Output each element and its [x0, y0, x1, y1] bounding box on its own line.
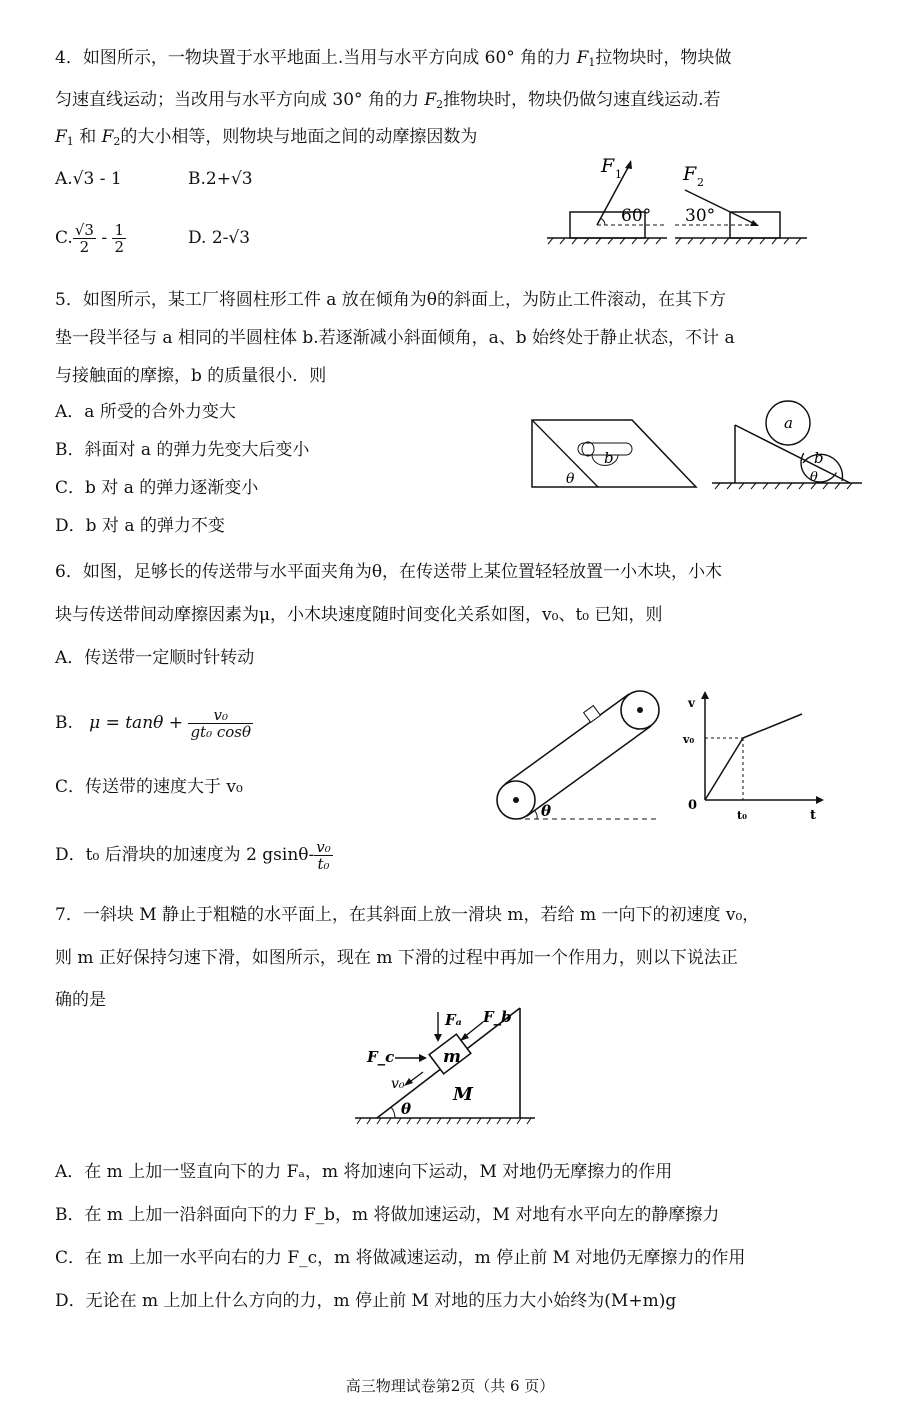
- q7-fig-M: M: [453, 1084, 473, 1105]
- q6-option-b-den: gt₀ cosθ: [190, 723, 252, 741]
- q6-line2: 块与传送带间动摩擦因素为μ，小木块速度随时间变化关系如图，v₀、t₀ 已知，则: [55, 605, 663, 625]
- q6-vt-graph: [680, 685, 830, 825]
- q4-option-a: A.√3 - 1: [55, 169, 122, 189]
- q5-fig-a: a: [784, 414, 793, 432]
- q7-option-a: A．在 m 上加一竖直向下的力 Fₐ，m 将加速向下运动，M 对地仍无摩擦力的作用: [55, 1162, 673, 1182]
- q5-fig-b: b: [814, 449, 824, 467]
- q4-line2: 匀速直线运动；当改用与水平方向成 30° 角的力 $F_2$推物块时，物块仍做匀速直线运动.若: [55, 90, 721, 111]
- q6-graph-zero-label: 0: [688, 798, 698, 813]
- q6-option-b: [55, 703, 253, 743]
- q7-fig-fb: F_b: [483, 1008, 512, 1026]
- q6-option-d-den: t₀: [317, 855, 330, 873]
- q6-graph-v-label: v: [688, 696, 695, 710]
- q5-figure-side: [710, 395, 870, 490]
- q5-line2: 垫一段半径与 a 相同的半圆柱体 b.若逐渐减小斜面倾角，a、b 始终处于静止状态，不计 a: [55, 328, 735, 348]
- q7-fig-m: m: [443, 1047, 461, 1067]
- q5-fig-top-theta: θ: [566, 471, 575, 487]
- q4-line3: $F_1$ 和 $F_2$的大小相等，则物块与地面之间的动摩擦因数为: [55, 127, 478, 148]
- page-footer: 高三物理试卷第2页（共 6 页）: [345, 1377, 555, 1395]
- q5-option-a: A．a 所受的合外力变大: [55, 402, 236, 422]
- svg-text:1: 1: [615, 168, 622, 181]
- q4-option-c-prefix: C.: [55, 228, 73, 248]
- q7-fig-fa: Fₐ: [445, 1011, 462, 1029]
- q6-graph-t0-label: t₀: [737, 809, 747, 822]
- q6-graph-v0-label: v₀: [683, 733, 695, 746]
- q7-figure: [355, 1000, 540, 1125]
- q7-line3: 确的是: [55, 990, 106, 1010]
- q6-option-d: [55, 835, 333, 875]
- q7-fig-theta: θ: [401, 1100, 412, 1118]
- q4-line2-post: 推物块时，物块仍做匀速直线运动.若: [443, 90, 721, 110]
- q5-option-d: D．b 对 a 的弹力不变: [55, 516, 225, 536]
- q7-fig-fc: F_c: [367, 1048, 395, 1066]
- q4-line1-pre: 4．如图所示，一物块置于水平地面上.当用与水平方向成 60° 角的力: [55, 48, 577, 68]
- q7-option-d: D．无论在 m 上加上什么方向的力，m 停止前 M 对地的压力大小始终为(M+m)g: [55, 1291, 677, 1311]
- q6-option-b-num: v₀: [188, 707, 253, 724]
- q4-figure: [545, 148, 815, 248]
- q6-option-a: A．传送带一定顺时针转动: [55, 648, 255, 668]
- svg-text:b: b: [604, 449, 614, 467]
- q4-fig-f1-label: F: [601, 155, 615, 177]
- q7-option-b: B．在 m 上加一沿斜面向下的力 F_b，m 将做加速运动，M 对地有水平向左的静摩擦力: [55, 1205, 720, 1225]
- q5-line3: 与接触面的摩擦，b 的质量很小．则: [55, 366, 327, 386]
- q4-option-b: B.2+√3: [188, 169, 253, 189]
- q5-line1: 5．如图所示，某工厂将圆柱形工件 a 放在倾角为θ的斜面上，为防止工件滚动，在其下方: [55, 290, 726, 310]
- q5-option-c: C．b 对 a 的弹力逐渐变小: [55, 478, 259, 498]
- q5-option-b: B．斜面对 a 的弹力先变大后变小: [55, 440, 310, 460]
- q4-fig-angle-30: 30°: [685, 206, 716, 226]
- q5-figure-top: [530, 415, 700, 490]
- q4-line2-pre: 匀速直线运动；当改用与水平方向成 30° 角的力: [55, 90, 425, 110]
- q6-fig-theta: θ: [541, 802, 552, 820]
- q7-line2: 则 m 正好保持匀速下滑，如图所示，现在 m 下滑的过程中再加一个作用力，则以下说法正: [55, 948, 738, 968]
- q6-graph-t-label: t: [810, 808, 817, 823]
- q7-fig-v0: v₀: [391, 1076, 405, 1092]
- q6-option-d-prefix: D．t₀ 后滑块的加速度为 2 gsinθ-: [55, 845, 315, 865]
- q4-option-c: C. $\frac{√3}{2}$ - $\frac{1}{2}$: [55, 221, 125, 256]
- q5-fig-side-theta: θ: [810, 470, 818, 485]
- q6-line1: 6．如图，足够长的传送带与水平面夹角为θ，在传送带上某位置轻轻放置一小木块，小木: [55, 562, 723, 582]
- q4-line3-post: 的大小相等，则物块与地面之间的动摩擦因数为: [120, 127, 478, 147]
- q6-conveyor-figure: [492, 688, 672, 828]
- q6-option-c: C．传送带的速度大于 v₀: [55, 777, 243, 797]
- q4-fig-f2-label: F: [683, 163, 697, 185]
- q6-option-b-expr: μ = tanθ +: [89, 713, 184, 733]
- q4-line1: 4．如图所示，一物块置于水平地面上.当用与水平方向成 60° 角的力 $F_1$拉物块时，物块做: [55, 48, 732, 69]
- q7-option-c: C．在 m 上加一水平向右的力 F_c，m 将做减速运动，m 停止前 M 对地仍无摩擦力的作用: [55, 1248, 746, 1268]
- q6-option-d-num: v₀: [316, 838, 331, 856]
- q6-option-b-prefix: B.: [55, 713, 73, 733]
- q4-fig-angle-60: 60°: [621, 206, 652, 226]
- q4-line1-post: 拉物块时，物块做: [595, 48, 732, 68]
- q4-option-d: D. 2-√3: [188, 228, 251, 248]
- q7-line1: 7．一斜块 M 静止于粗糙的水平面上，在其斜面上放一滑块 m，若给 m 一向下的初速度 v₀，: [55, 905, 760, 925]
- svg-text:2: 2: [697, 176, 704, 189]
